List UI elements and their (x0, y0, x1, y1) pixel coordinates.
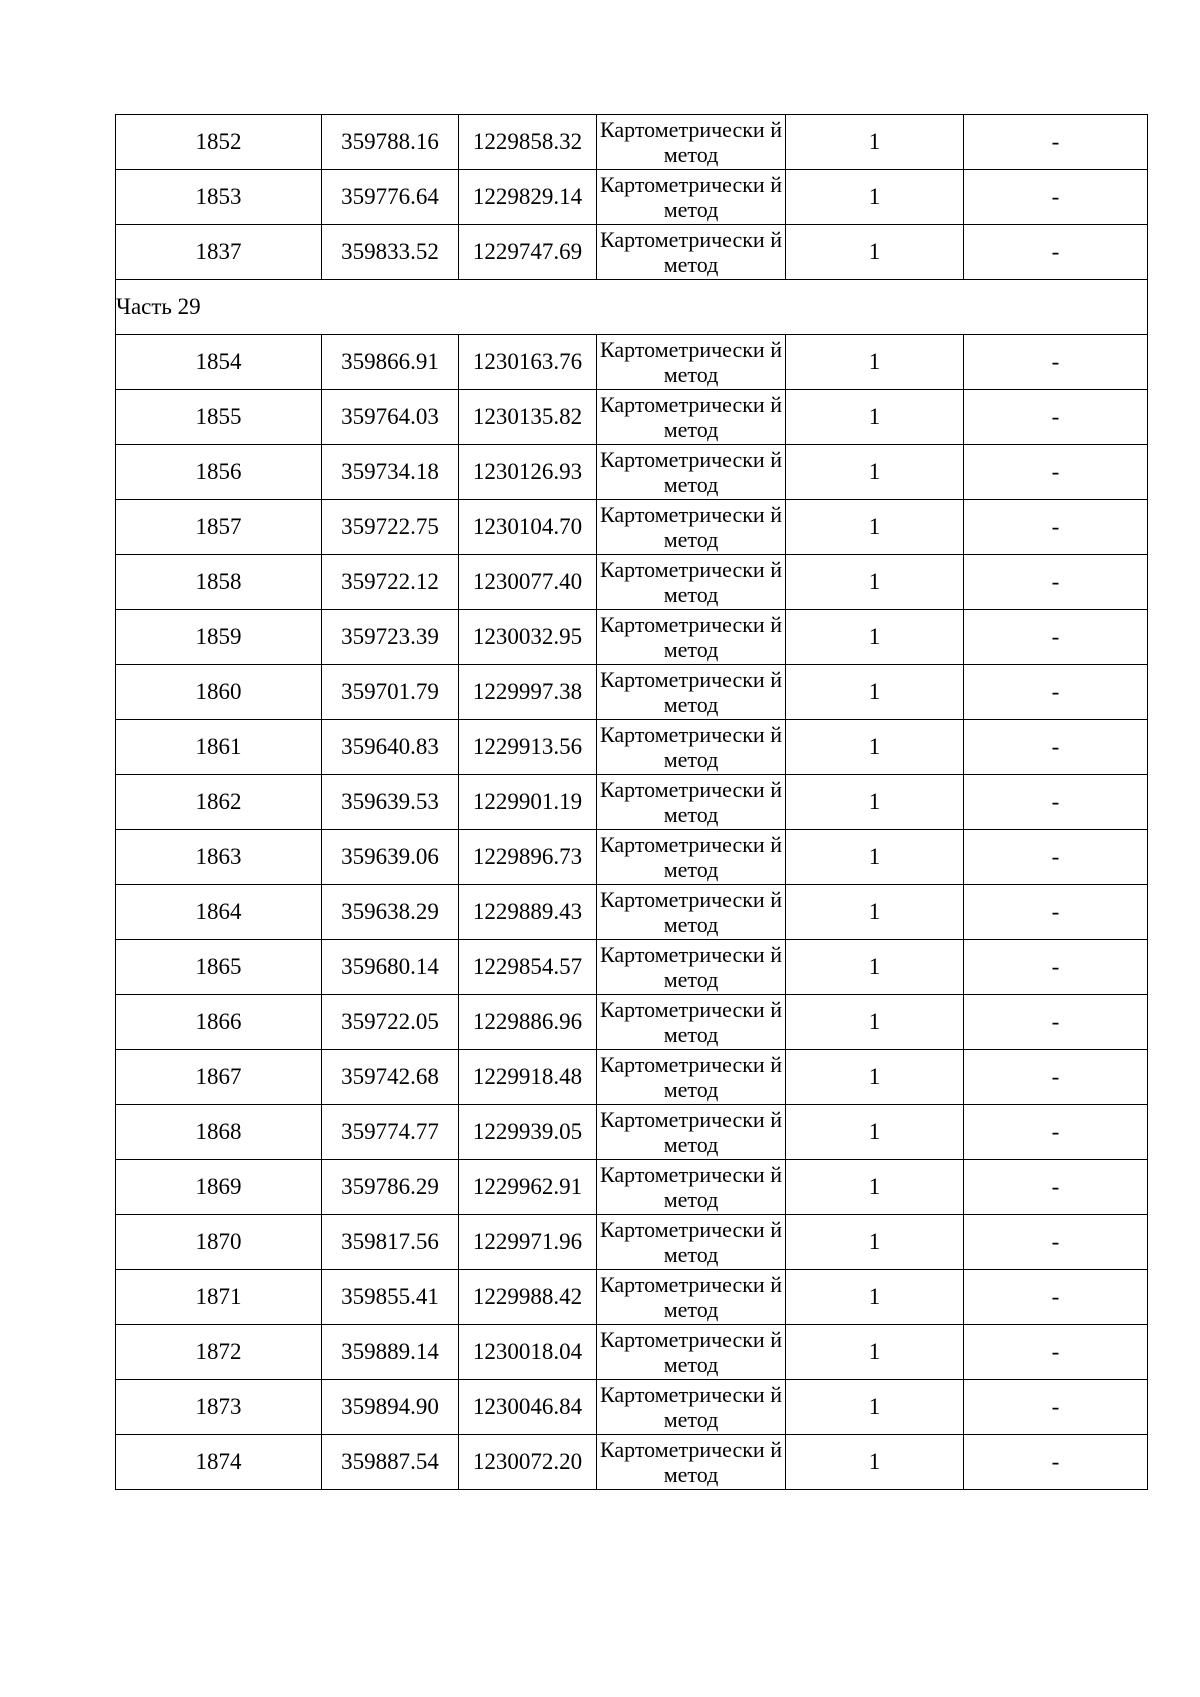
x-coordinate-cell: 359776.64 (322, 170, 459, 225)
note-cell: - (964, 995, 1148, 1050)
point-number-cell: 1864 (116, 885, 322, 940)
method-cell: Картометрически й метод (597, 610, 786, 665)
note-cell: - (964, 885, 1148, 940)
x-coordinate-cell: 359638.29 (322, 885, 459, 940)
table-row (116, 665, 1148, 720)
method-cell: Картометрически й метод (597, 1270, 786, 1325)
accuracy-cell: 1 (786, 115, 964, 170)
x-coordinate-cell: 359722.12 (322, 555, 459, 610)
accuracy-cell: 1 (786, 170, 964, 225)
method-cell: Картометрически й метод (597, 995, 786, 1050)
y-coordinate-cell: 1230135.82 (459, 390, 597, 445)
accuracy-cell: 1 (786, 1050, 964, 1105)
y-coordinate-cell: 1229747.69 (459, 225, 597, 280)
note-cell: - (964, 1325, 1148, 1380)
table-row (116, 225, 1148, 280)
y-coordinate-cell: 1230018.04 (459, 1325, 597, 1380)
point-number-cell: 1857 (116, 500, 322, 555)
y-coordinate-cell: 1229939.05 (459, 1105, 597, 1160)
point-number-cell: 1865 (116, 940, 322, 995)
section-label: Часть 29 (116, 280, 1148, 335)
method-cell: Картометрически й метод (597, 1160, 786, 1215)
point-number-cell: 1852 (116, 115, 322, 170)
table-row (116, 1270, 1148, 1325)
method-cell: Картометрически й метод (597, 170, 786, 225)
method-cell: Картометрически й метод (597, 445, 786, 500)
method-cell: Картометрически й метод (597, 830, 786, 885)
accuracy-cell: 1 (786, 1160, 964, 1215)
accuracy-cell: 1 (786, 390, 964, 445)
y-coordinate-cell: 1230072.20 (459, 1435, 597, 1490)
table-row (116, 1380, 1148, 1435)
accuracy-cell: 1 (786, 775, 964, 830)
table-row (116, 720, 1148, 775)
accuracy-cell: 1 (786, 1325, 964, 1380)
accuracy-cell: 1 (786, 1435, 964, 1490)
method-cell: Картометрически й метод (597, 115, 786, 170)
method-cell: Картометрически й метод (597, 555, 786, 610)
note-cell: - (964, 170, 1148, 225)
method-cell: Картометрически й метод (597, 335, 786, 390)
coordinates-table-body (116, 115, 1148, 1490)
point-number-cell: 1869 (116, 1160, 322, 1215)
x-coordinate-cell: 359786.29 (322, 1160, 459, 1215)
note-cell: - (964, 115, 1148, 170)
method-cell: Картометрически й метод (597, 1215, 786, 1270)
point-number-cell: 1860 (116, 665, 322, 720)
x-coordinate-cell: 359887.54 (322, 1435, 459, 1490)
y-coordinate-cell: 1229918.48 (459, 1050, 597, 1105)
x-coordinate-cell: 359639.06 (322, 830, 459, 885)
note-cell: - (964, 335, 1148, 390)
y-coordinate-cell: 1229988.42 (459, 1270, 597, 1325)
point-number-cell: 1854 (116, 335, 322, 390)
x-coordinate-cell: 359734.18 (322, 445, 459, 500)
table-row (116, 1215, 1148, 1270)
point-number-cell: 1870 (116, 1215, 322, 1270)
accuracy-cell: 1 (786, 610, 964, 665)
point-number-cell: 1863 (116, 830, 322, 885)
point-number-cell: 1861 (116, 720, 322, 775)
accuracy-cell: 1 (786, 335, 964, 390)
method-cell: Картометрически й метод (597, 1050, 786, 1105)
point-number-cell: 1853 (116, 170, 322, 225)
x-coordinate-cell: 359701.79 (322, 665, 459, 720)
accuracy-cell: 1 (786, 1270, 964, 1325)
note-cell: - (964, 445, 1148, 500)
x-coordinate-cell: 359722.75 (322, 500, 459, 555)
accuracy-cell: 1 (786, 1105, 964, 1160)
note-cell: - (964, 720, 1148, 775)
method-cell: Картометрически й метод (597, 1380, 786, 1435)
table-row (116, 500, 1148, 555)
note-cell: - (964, 775, 1148, 830)
point-number-cell: 1873 (116, 1380, 322, 1435)
point-number-cell: 1867 (116, 1050, 322, 1105)
method-cell: Картометрически й метод (597, 665, 786, 720)
accuracy-cell: 1 (786, 1380, 964, 1435)
y-coordinate-cell: 1229962.91 (459, 1160, 597, 1215)
point-number-cell: 1855 (116, 390, 322, 445)
point-number-cell: 1866 (116, 995, 322, 1050)
point-number-cell: 1856 (116, 445, 322, 500)
method-cell: Картометрически й метод (597, 940, 786, 995)
y-coordinate-cell: 1229886.96 (459, 995, 597, 1050)
table-row (116, 1050, 1148, 1105)
table-row (116, 445, 1148, 500)
x-coordinate-cell: 359764.03 (322, 390, 459, 445)
point-number-cell: 1862 (116, 775, 322, 830)
point-number-cell: 1874 (116, 1435, 322, 1490)
y-coordinate-cell: 1229901.19 (459, 775, 597, 830)
note-cell: - (964, 830, 1148, 885)
table-row (116, 1160, 1148, 1215)
accuracy-cell: 1 (786, 225, 964, 280)
note-cell: - (964, 940, 1148, 995)
table-row (116, 940, 1148, 995)
method-cell: Картометрически й метод (597, 1105, 786, 1160)
table-row (116, 335, 1148, 390)
point-number-cell: 1871 (116, 1270, 322, 1325)
section-row (116, 280, 1148, 335)
point-number-cell: 1868 (116, 1105, 322, 1160)
y-coordinate-cell: 1229829.14 (459, 170, 597, 225)
table-row (116, 885, 1148, 940)
note-cell: - (964, 1105, 1148, 1160)
accuracy-cell: 1 (786, 830, 964, 885)
method-cell: Картометрически й метод (597, 1435, 786, 1490)
note-cell: - (964, 1380, 1148, 1435)
method-cell: Картометрически й метод (597, 775, 786, 830)
x-coordinate-cell: 359640.83 (322, 720, 459, 775)
y-coordinate-cell: 1230032.95 (459, 610, 597, 665)
table-row (116, 115, 1148, 170)
method-cell: Картометрически й метод (597, 500, 786, 555)
note-cell: - (964, 1050, 1148, 1105)
x-coordinate-cell: 359817.56 (322, 1215, 459, 1270)
method-cell: Картометрически й метод (597, 1325, 786, 1380)
y-coordinate-cell: 1229913.56 (459, 720, 597, 775)
method-cell: Картометрически й метод (597, 885, 786, 940)
note-cell: - (964, 1270, 1148, 1325)
x-coordinate-cell: 359774.77 (322, 1105, 459, 1160)
x-coordinate-cell: 359788.16 (322, 115, 459, 170)
accuracy-cell: 1 (786, 720, 964, 775)
x-coordinate-cell: 359723.39 (322, 610, 459, 665)
table-row (116, 555, 1148, 610)
x-coordinate-cell: 359889.14 (322, 1325, 459, 1380)
note-cell: - (964, 665, 1148, 720)
table-row (116, 995, 1148, 1050)
note-cell: - (964, 1435, 1148, 1490)
accuracy-cell: 1 (786, 885, 964, 940)
table-row (116, 390, 1148, 445)
y-coordinate-cell: 1230046.84 (459, 1380, 597, 1435)
y-coordinate-cell: 1230104.70 (459, 500, 597, 555)
x-coordinate-cell: 359680.14 (322, 940, 459, 995)
y-coordinate-cell: 1230163.76 (459, 335, 597, 390)
accuracy-cell: 1 (786, 445, 964, 500)
x-coordinate-cell: 359894.90 (322, 1380, 459, 1435)
accuracy-cell: 1 (786, 665, 964, 720)
y-coordinate-cell: 1229971.96 (459, 1215, 597, 1270)
x-coordinate-cell: 359742.68 (322, 1050, 459, 1105)
accuracy-cell: 1 (786, 1215, 964, 1270)
y-coordinate-cell: 1229997.38 (459, 665, 597, 720)
method-cell: Картометрически й метод (597, 720, 786, 775)
table-row (116, 830, 1148, 885)
note-cell: - (964, 390, 1148, 445)
accuracy-cell: 1 (786, 940, 964, 995)
table-row (116, 1435, 1148, 1490)
accuracy-cell: 1 (786, 995, 964, 1050)
note-cell: - (964, 500, 1148, 555)
table-row (116, 1105, 1148, 1160)
point-number-cell: 1837 (116, 225, 322, 280)
table-row (116, 610, 1148, 665)
y-coordinate-cell: 1229896.73 (459, 830, 597, 885)
table-row (116, 1325, 1148, 1380)
note-cell: - (964, 610, 1148, 665)
point-number-cell: 1858 (116, 555, 322, 610)
accuracy-cell: 1 (786, 555, 964, 610)
note-cell: - (964, 225, 1148, 280)
method-cell: Картометрически й метод (597, 390, 786, 445)
y-coordinate-cell: 1230077.40 (459, 555, 597, 610)
y-coordinate-cell: 1230126.93 (459, 445, 597, 500)
table-row (116, 775, 1148, 830)
y-coordinate-cell: 1229858.32 (459, 115, 597, 170)
point-number-cell: 1872 (116, 1325, 322, 1380)
x-coordinate-cell: 359639.53 (322, 775, 459, 830)
note-cell: - (964, 1215, 1148, 1270)
x-coordinate-cell: 359866.91 (322, 335, 459, 390)
method-cell: Картометрически й метод (597, 225, 786, 280)
accuracy-cell: 1 (786, 500, 964, 555)
y-coordinate-cell: 1229854.57 (459, 940, 597, 995)
coordinates-table (115, 114, 1148, 1490)
point-number-cell: 1859 (116, 610, 322, 665)
note-cell: - (964, 555, 1148, 610)
note-cell: - (964, 1160, 1148, 1215)
table-row (116, 170, 1148, 225)
y-coordinate-cell: 1229889.43 (459, 885, 597, 940)
x-coordinate-cell: 359855.41 (322, 1270, 459, 1325)
x-coordinate-cell: 359833.52 (322, 225, 459, 280)
x-coordinate-cell: 359722.05 (322, 995, 459, 1050)
